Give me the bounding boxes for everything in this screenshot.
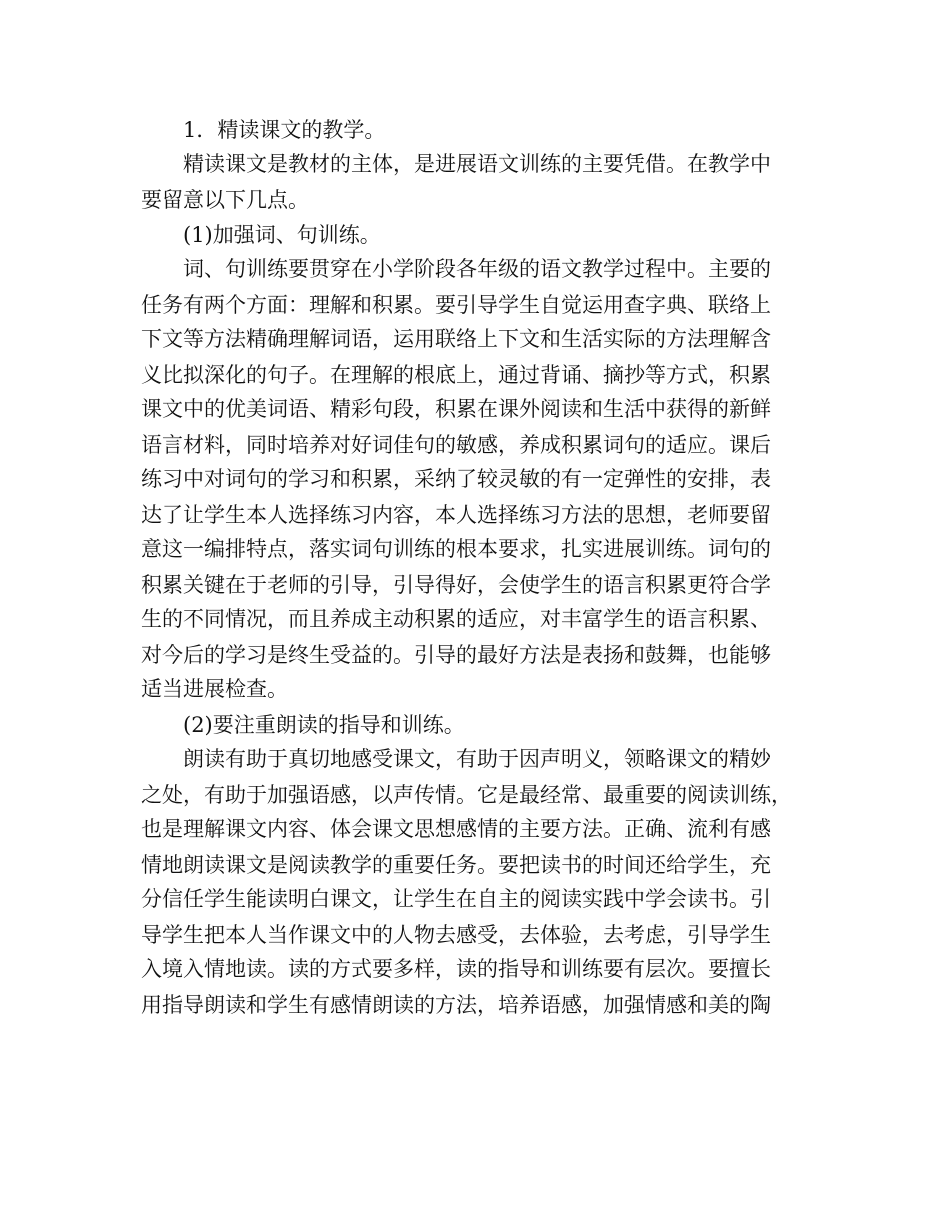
paragraph-line: 适当进展检查。 xyxy=(141,677,288,701)
paragraph-line: 意这一编排特点，落实词句训练的根本要求，扎实进展训练。词句的 xyxy=(141,537,771,561)
paragraph-line: 义比拟深化的句子。在理解的根底上，通过背诵、摘抄等方式，积累 xyxy=(141,363,771,387)
paragraph-line: 要留意以下几点。 xyxy=(141,188,309,212)
paragraph-line: 情地朗读课文是阅读教学的重要任务。要把读书的时间还给学生，充 xyxy=(141,853,771,877)
paragraph-line: 达了让学生本人选择练习内容，本人选择练习方法的思想，老师要留 xyxy=(141,503,771,527)
paragraph-line: 下文等方法精确理解词语，运用联络上下文和生活实际的方法理解含 xyxy=(141,327,771,351)
paragraph-line: 入境入情地读。读的方式要多样，读的指导和训练要有层次。要擅长 xyxy=(141,957,771,981)
paragraph-line: 也是理解课文内容、体会课文思想感情的主要方法。正确、流利有感 xyxy=(141,817,771,841)
paragraph-line: 导学生把本人当作课文中的人物去感受，去体验，去考虑，引导学生 xyxy=(141,923,771,947)
paragraph-line: 之处，有助于加强语感，以声传情。它是最经常、最重要的阅读训练， xyxy=(141,783,792,807)
paragraph-line: 用指导朗读和学生有感情朗读的方法，培养语感，加强情感和美的陶 xyxy=(141,993,771,1017)
subheading-reading-aloud-guidance: (2)要注重朗读的指导和训练。 xyxy=(183,713,465,737)
paragraph-line: 精读课文是教材的主体，是进展语文训练的主要凭借。在教学中 xyxy=(183,152,771,176)
paragraph-line: 积累关键在于老师的引导，引导得好，会使学生的语言积累更符合学 xyxy=(141,573,771,597)
paragraph-line: 对今后的学习是终生受益的。引导的最好方法是表扬和鼓舞，也能够 xyxy=(141,643,771,667)
paragraph-line: 课文中的优美词语、精彩句段，积累在课外阅读和生活中获得的新鲜 xyxy=(141,397,771,421)
paragraph-line: 词、句训练要贯穿在小学阶段各年级的语文教学过程中。主要的 xyxy=(183,257,771,281)
paragraph-line: 朗读有助于真切地感受课文，有助于因声明义，领略课文的精妙 xyxy=(183,747,771,771)
section-heading-close-reading: 1．精读课文的教学。 xyxy=(183,118,386,142)
paragraph-line: 任务有两个方面：理解和积累。要引导学生自觉运用查字典、联络上 xyxy=(141,293,771,317)
paragraph-line: 语言材料，同时培养对好词佳句的敏感，养成积累词句的适应。课后 xyxy=(141,433,771,457)
paragraph-line: 生的不同情况，而且养成主动积累的适应，对丰富学生的语言积累、 xyxy=(141,607,771,631)
paragraph-line: 练习中对词句的学习和积累，采纳了较灵敏的有一定弹性的安排，表 xyxy=(141,467,771,491)
paragraph-line: 分信任学生能读明白课文，让学生在自主的阅读实践中学会读书。引 xyxy=(141,887,771,911)
subheading-word-sentence-training: (1)加强词、句训练。 xyxy=(183,223,381,247)
